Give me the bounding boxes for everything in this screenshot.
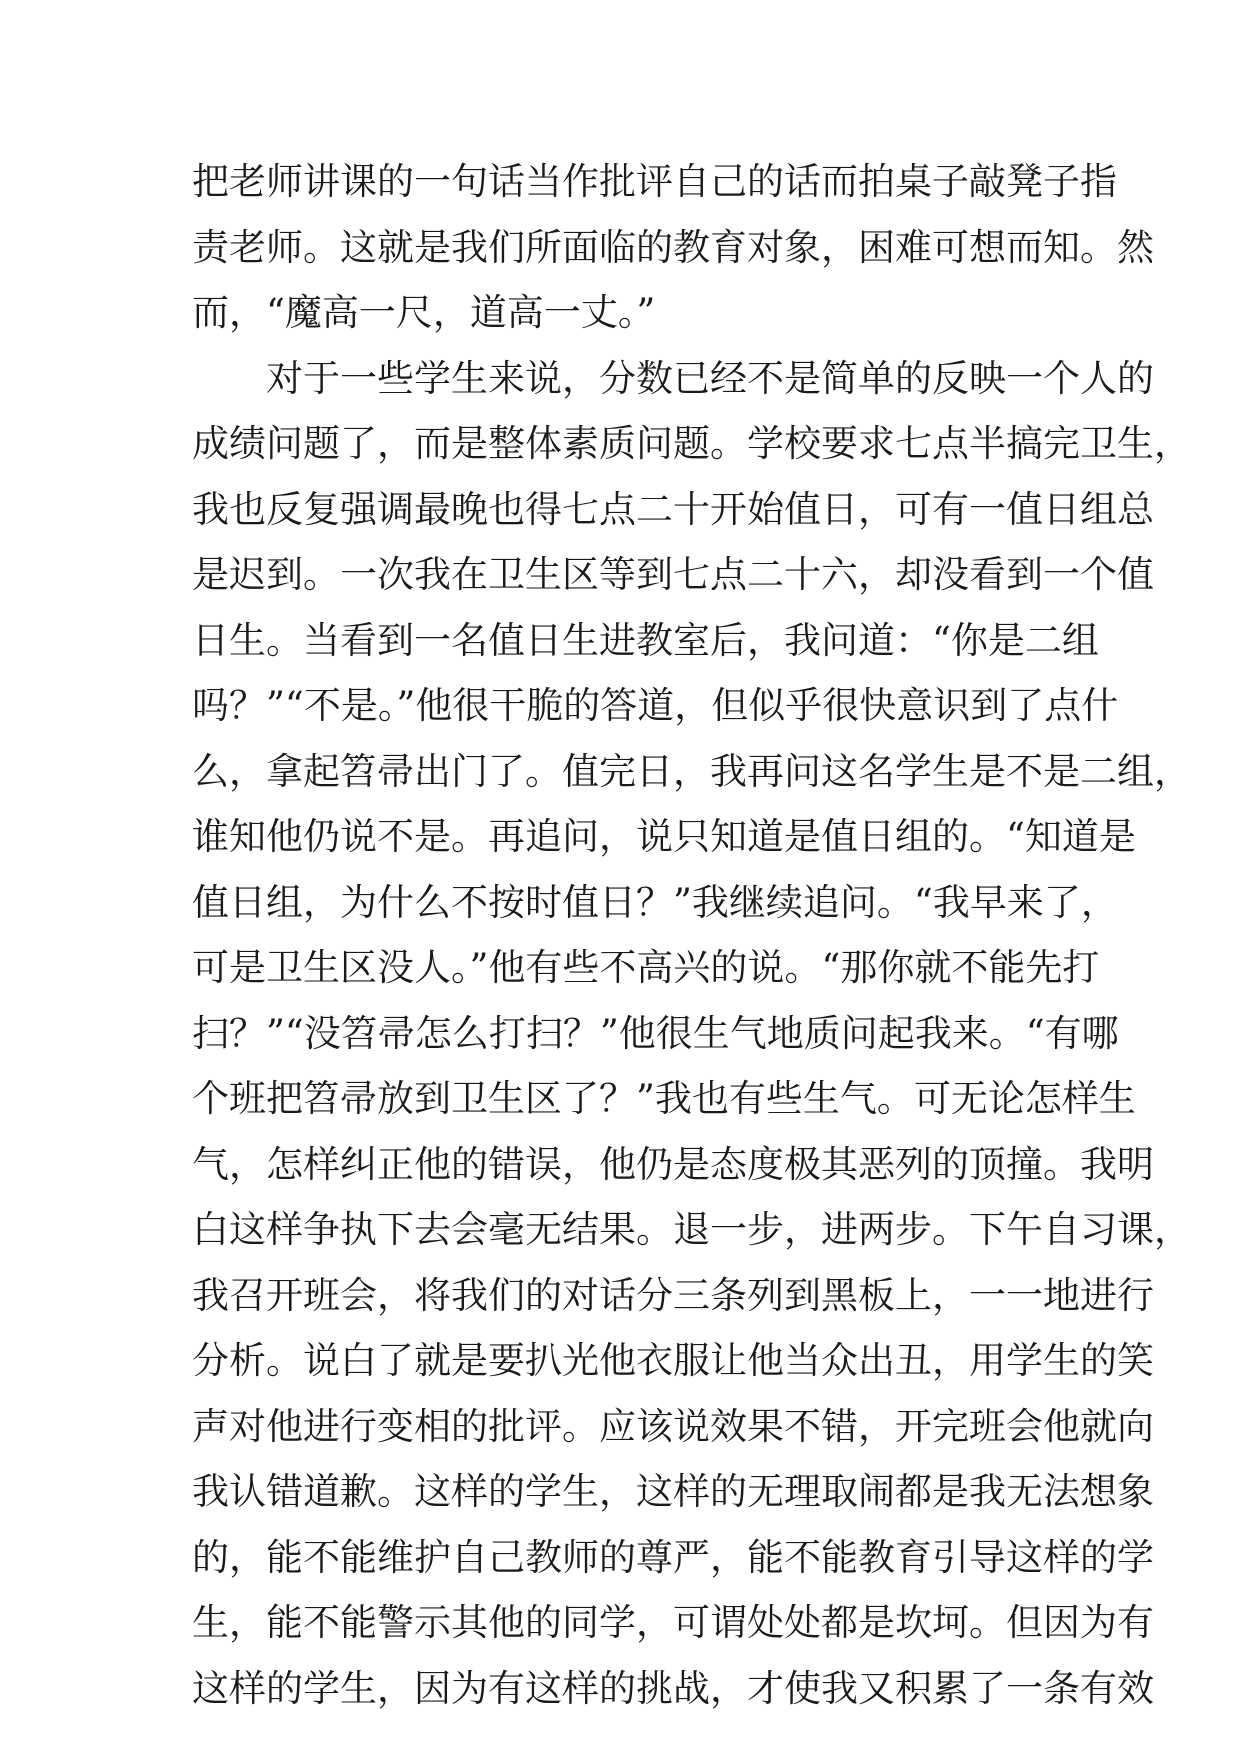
text-line: 值日组，为什么不按时值日？”我继续追问。“我早来了， <box>192 880 1118 924</box>
text-line: 声对他进行变相的批评。应该说效果不错，开完班会他就向 <box>192 1404 1154 1448</box>
text-line: 的，能不能维护自己教师的尊严，能不能教育引导这样的学 <box>192 1535 1154 1579</box>
text-line: 生，能不能警示其他的同学，可谓处处都是坎坷。但因为有 <box>192 1601 1154 1644</box>
text-line: 我也反复强调最晚也得七点二十开始值日，可有一值日组总 <box>192 487 1154 531</box>
text-line: 么，拿起笤帚出门了。值完日，我再问这名学生是不是二组， <box>192 749 1191 793</box>
text-line: 成绩问题了，而是整体素质问题。学校要求七点半搞完卫生， <box>192 422 1191 465</box>
text-line: 把老师讲课的一句话当作批评自己的话而拍桌子敲凳子指 <box>192 160 1117 203</box>
text-line: 我召开班会，将我们的对话分三条列到黑板上，一一地进行 <box>192 1273 1154 1317</box>
paragraph-end-line: 而，“魔高一尺，道高一丈。” <box>192 291 656 334</box>
text-line: 日生。当看到一名值日生进教室后，我问道：“你是二组 <box>192 618 1099 662</box>
text-line: 分析。说白了就是要扒光他衣服让他当众出丑，用学生的笑 <box>192 1339 1154 1382</box>
body-text <box>192 149 1191 1721</box>
text-line: 白这样争执下去会毫无结果。退一步，进两步。下午自习课， <box>192 1208 1191 1251</box>
text-line: 吗？”“不是。”他很干脆的答道，但似乎很快意识到了点什 <box>192 684 1119 727</box>
text-line: 气，怎样纠正他的错误，他仍是态度极其恶列的顶撞。我明 <box>192 1142 1154 1186</box>
text-line: 可是卫生区没人。”他有些不高兴的说。“那你就不能先打 <box>192 946 1100 989</box>
paragraph-first-line: 对于一些学生来说，分数已经不是简单的反映一个人的 <box>266 356 1154 400</box>
text-line: 我认错道歉。这样的学生，这样的无理取闹都是我无法想象 <box>192 1470 1154 1513</box>
text-line: 这样的学生，因为有这样的挑战，才使我又积累了一条有效 <box>192 1666 1154 1710</box>
text-line: 谁知他仍说不是。再追问，说只知道是值日组的。“知道是 <box>192 815 1136 858</box>
text-line: 个班把笤帚放到卫生区了？”我也有些生气。可无论怎样生 <box>192 1077 1136 1120</box>
text-line: 责老师。这就是我们所面临的教育对象，困难可想而知。然 <box>192 225 1154 269</box>
text-line: 扫？”“没笤帚怎么打扫？”他很生气地质问起我来。“有哪 <box>192 1011 1119 1055</box>
text-line: 是迟到。一次我在卫生区等到七点二十六，却没看到一个值 <box>192 553 1154 596</box>
